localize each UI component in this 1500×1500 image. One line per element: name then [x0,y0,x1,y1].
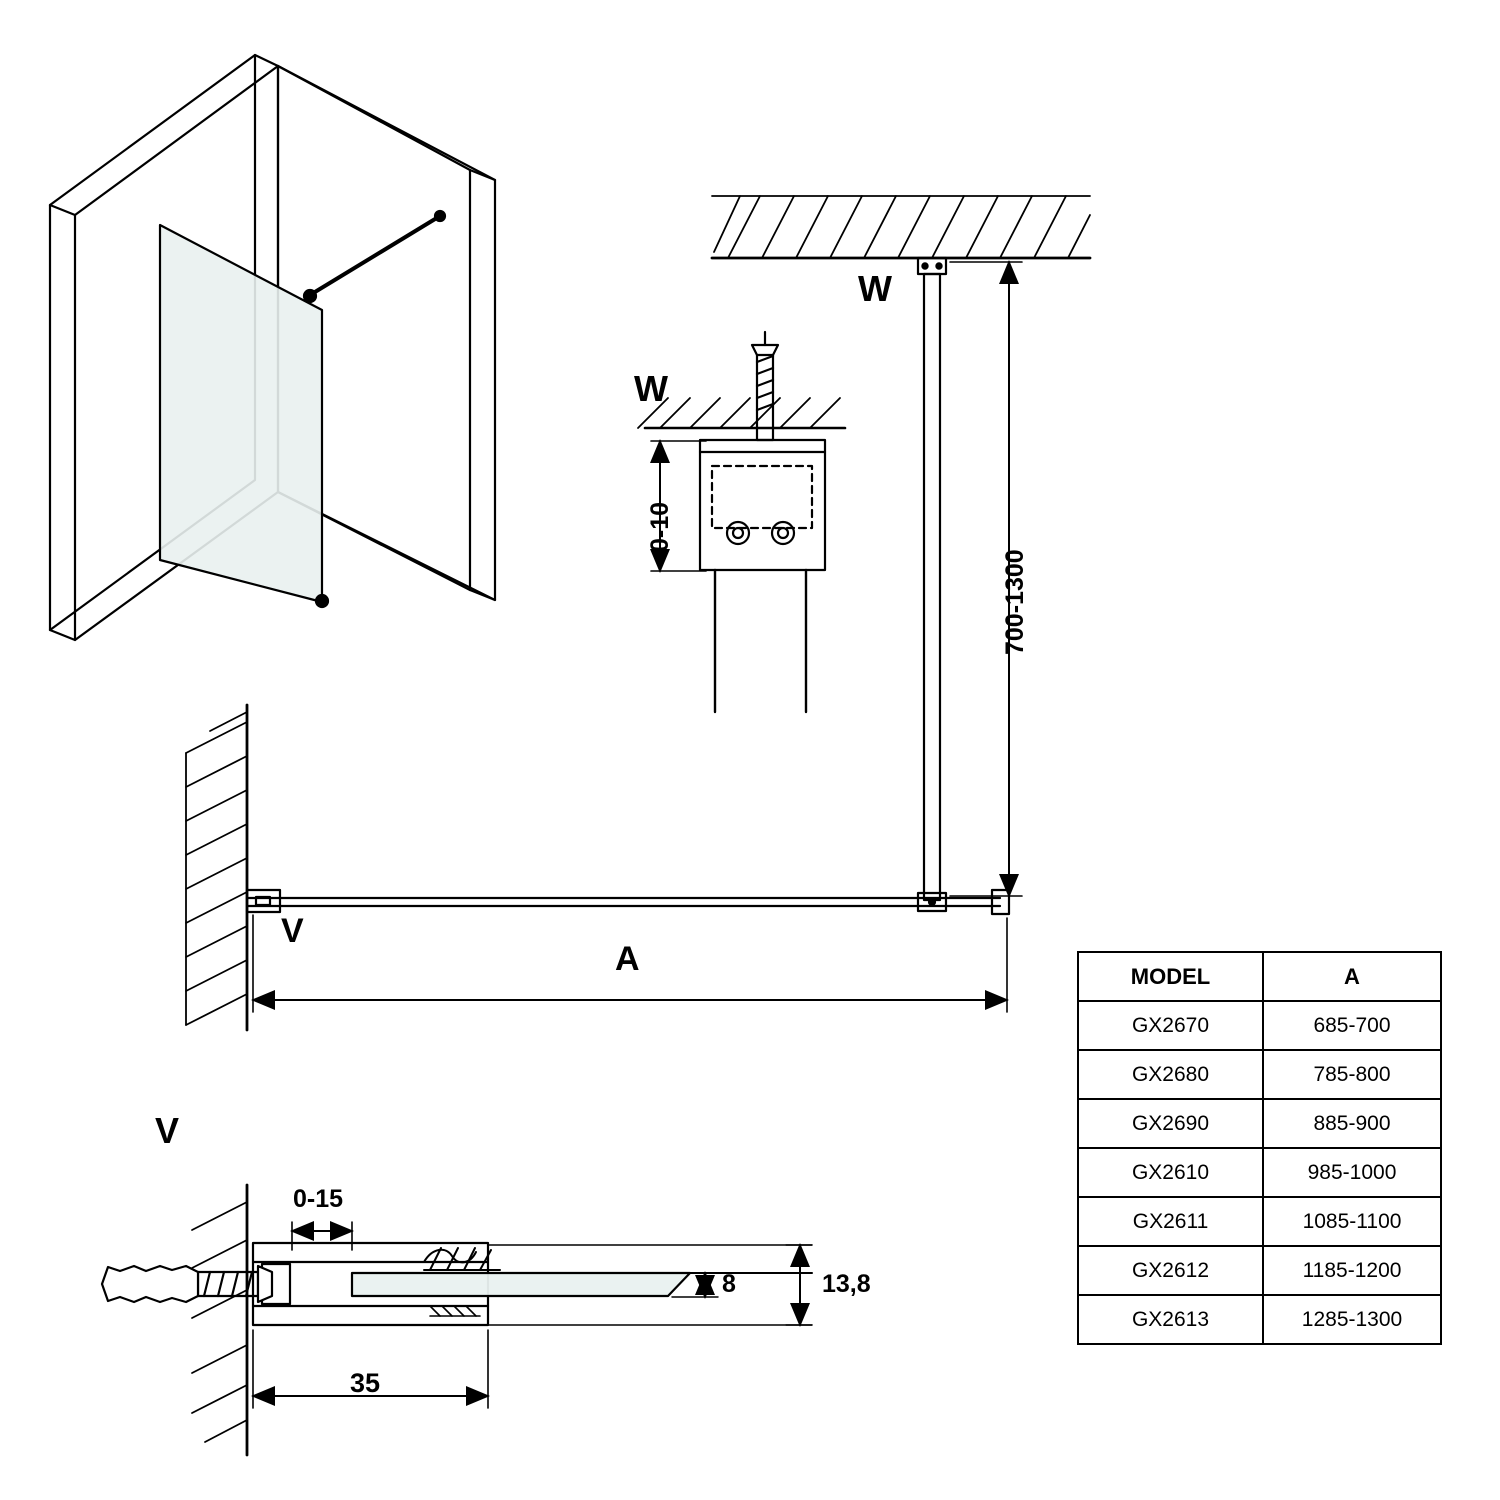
table-row [1078,1001,1441,1050]
label-v-plan: V [281,912,304,950]
detail-v-profile [102,1185,812,1455]
header-model: MODEL [1078,952,1263,1001]
dim-bar-gap: 0-10 [646,501,674,552]
dim-profile-depth: 35 [350,1368,381,1398]
cell-a: 685-700 [1263,1001,1441,1050]
isometric-view [50,55,495,640]
cell-a: 1285-1300 [1263,1295,1441,1344]
model-dimension-table [1077,951,1442,1345]
cell-model: GX2670 [1078,1001,1263,1050]
dim-glass-thickness: 8 [722,1270,736,1298]
cell-model: GX2680 [1078,1050,1263,1099]
table-header-row [1078,952,1441,1001]
header-a: A [1263,952,1441,1001]
table-row [1078,1197,1441,1246]
table-row [1078,1295,1441,1344]
cell-a: 1085-1100 [1263,1197,1441,1246]
cell-model: GX2613 [1078,1295,1263,1344]
cell-model: GX2611 [1078,1197,1263,1246]
cell-a: 985-1000 [1263,1148,1441,1197]
label-w-ceiling: W [858,268,892,309]
cell-a: 1185-1200 [1263,1246,1441,1295]
cell-model: GX2612 [1078,1246,1263,1295]
cell-a: 885-900 [1263,1099,1441,1148]
cell-model: GX2690 [1078,1099,1263,1148]
dim-bracket-height: 13,8 [822,1270,871,1298]
dim-width-a: A [615,940,640,978]
dim-wall-adjust: 0-15 [293,1185,344,1213]
label-v-detail: V [155,1110,180,1151]
table-row [1078,1099,1441,1148]
elevation-vertical-bar [712,196,1090,914]
dim-height-range: 700-1300 [1001,549,1029,655]
screw-anchor-w [752,332,778,440]
cell-a: 785-800 [1263,1050,1441,1099]
table-row [1078,1246,1441,1295]
label-w-detail: W [634,368,668,409]
table-row [1078,1148,1441,1197]
table-row [1078,1050,1441,1099]
cell-model: GX2610 [1078,1148,1263,1197]
